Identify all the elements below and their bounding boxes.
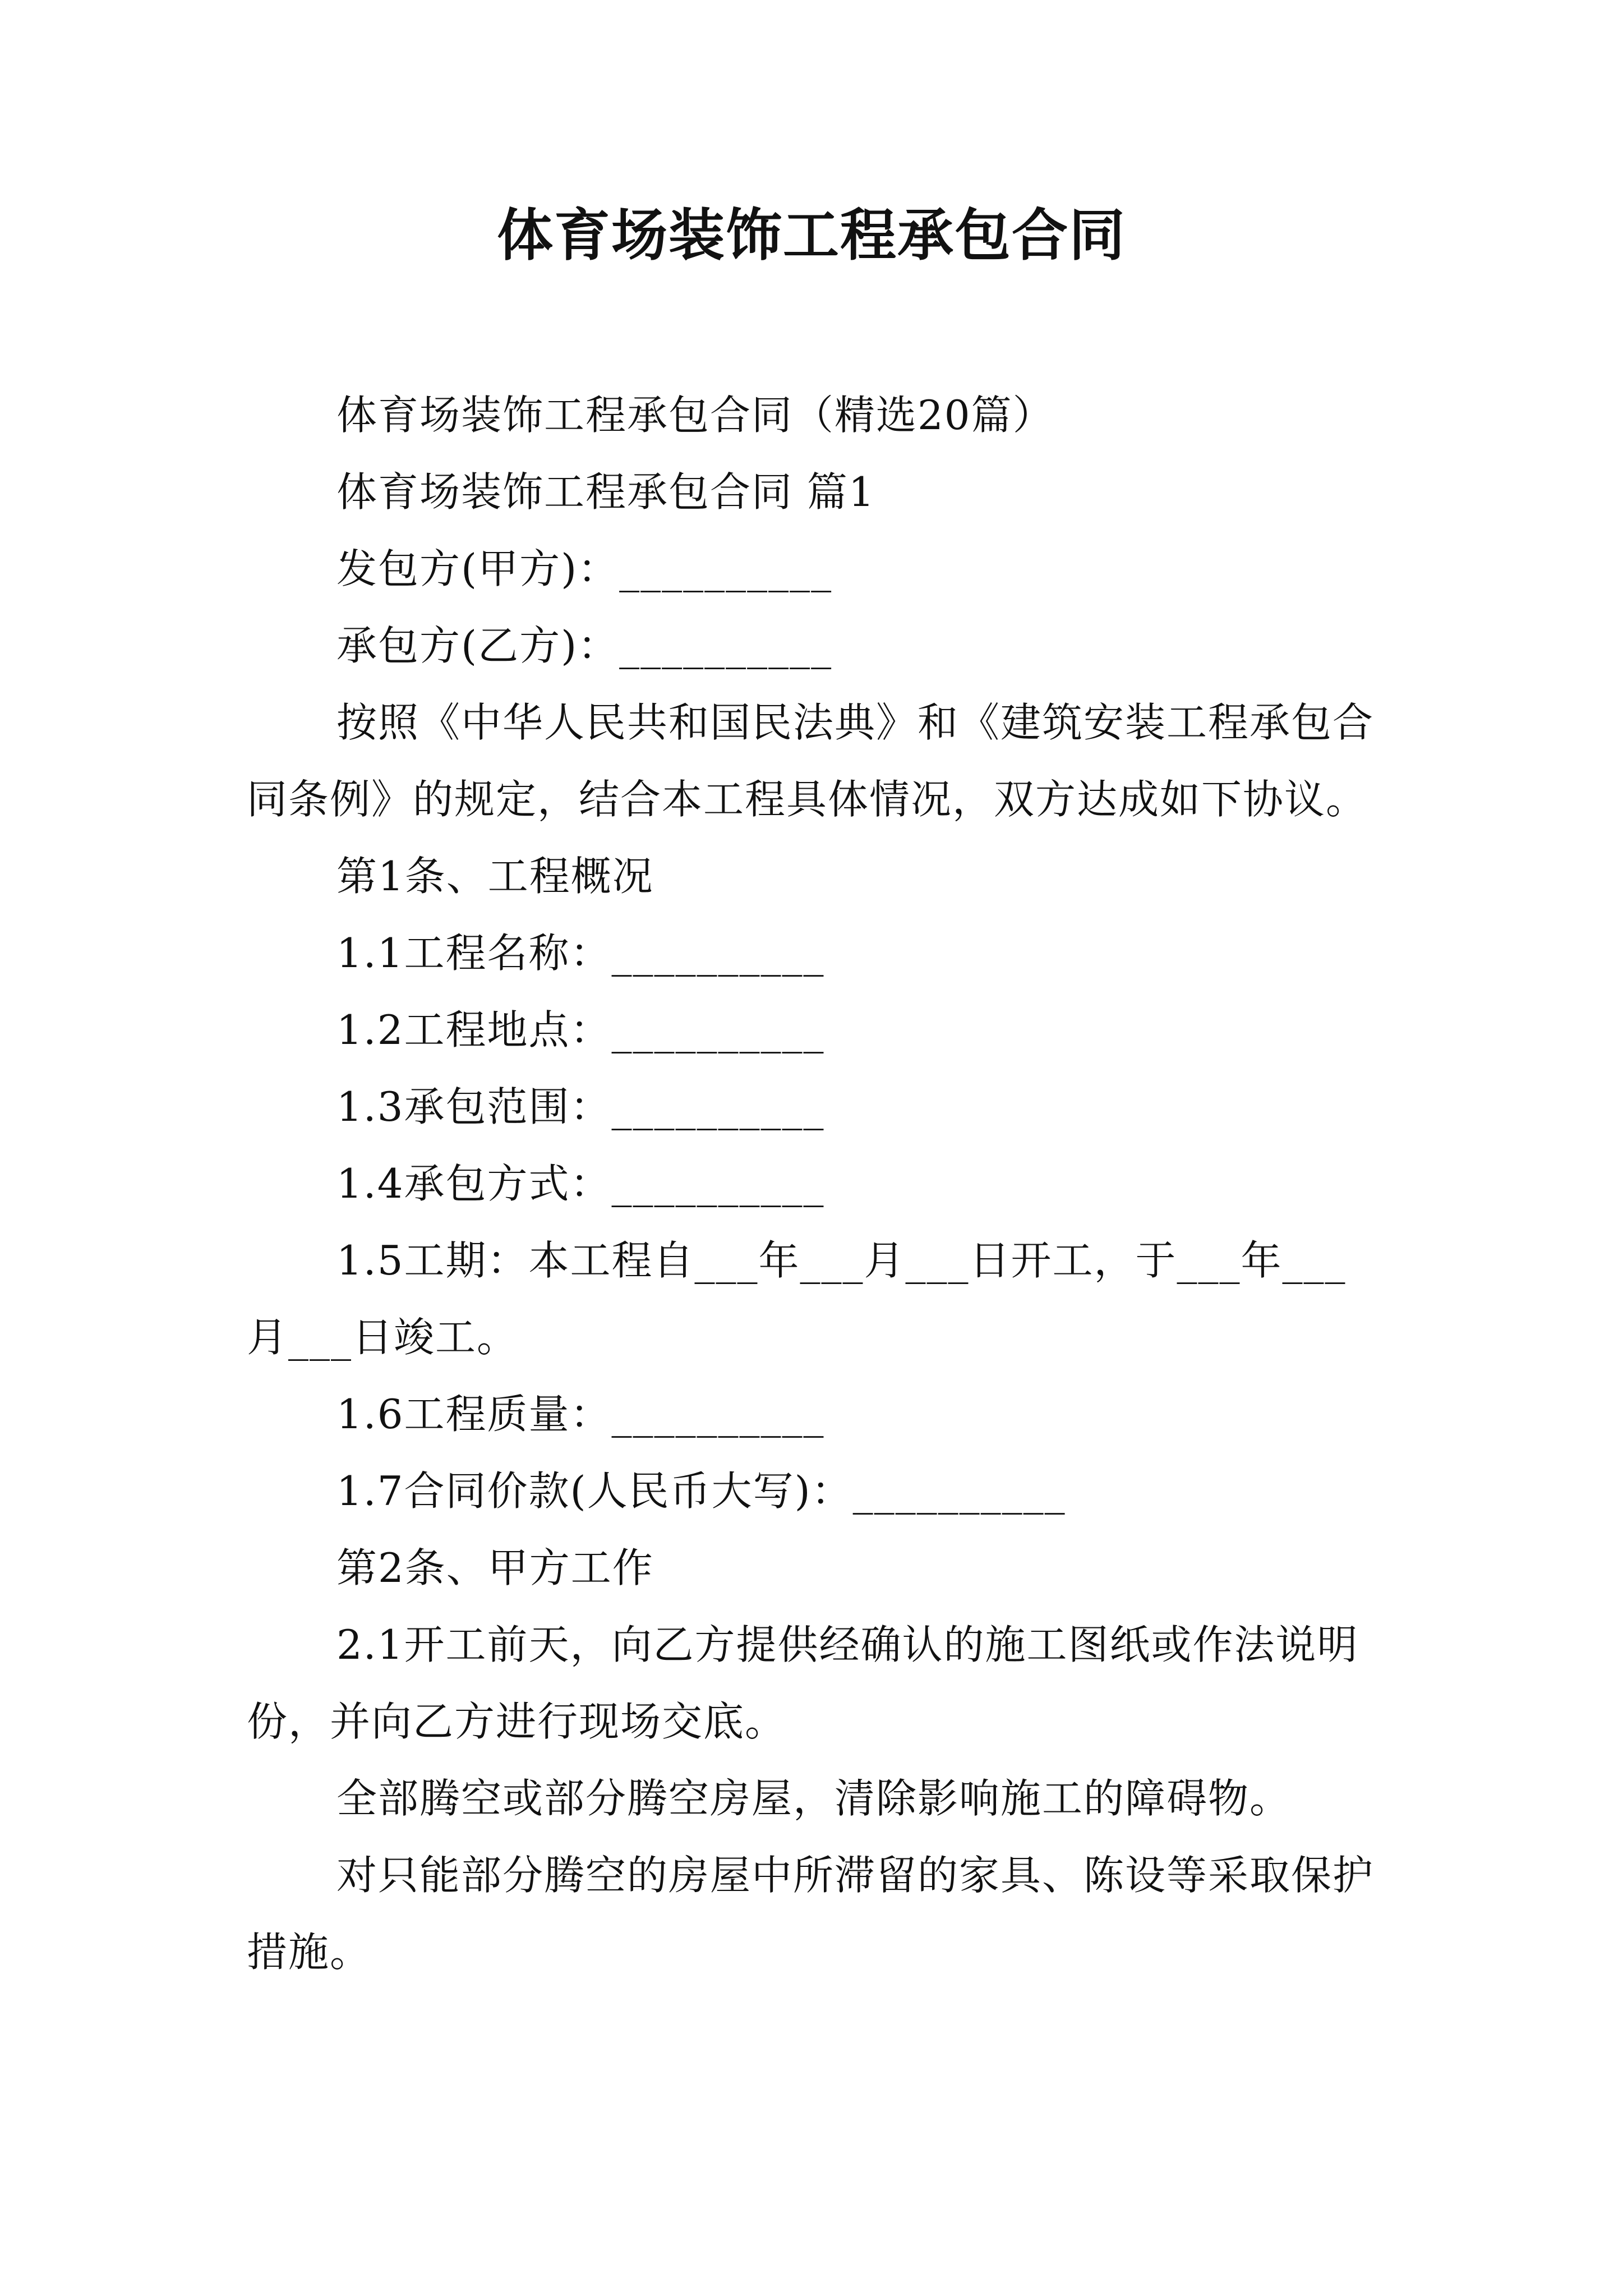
paragraph-1-2: 1.2工程地点：__________ <box>336 1006 825 1053</box>
paragraph-article-2: 第2条、甲方工作 <box>336 1544 654 1591</box>
paragraph-party-b: 承包方(乙方)：__________ <box>336 622 833 669</box>
document-body <box>247 377 1385 1991</box>
paragraph-clear-premises: 全部腾空或部分腾空房屋，清除影响施工的障碍物。 <box>336 1775 1292 1822</box>
document-title: 体育场装饰工程承包合同 <box>497 203 1126 268</box>
paragraph-1-6: 1.6工程质量：__________ <box>336 1391 825 1438</box>
paragraph-article-1: 第1条、工程概况 <box>336 853 654 900</box>
paragraph-protect-furniture: 对只能部分腾空的房屋中所滞留的家具、陈设等采取保护措施。 <box>247 1852 1375 1976</box>
paragraph-1-7: 1.7合同价款(人民币大写)：__________ <box>336 1467 1066 1515</box>
paragraph-1-3: 1.3承包范围：__________ <box>336 1083 825 1130</box>
paragraph-1-4: 1.4承包方式：__________ <box>336 1160 825 1207</box>
paragraph-subtitle: 体育场装饰工程承包合同（精选20篇） <box>336 392 1054 439</box>
paragraph-preamble: 按照《中华人民共和国民法典》和《建筑安装工程承包合同条例》的规定，结合本工程具体情况，双方达成如下协议。 <box>247 699 1375 823</box>
paragraph-1-5: 1.5工期：本工程自___年___月___日开工，于___年___月___日竣工。 <box>247 1237 1347 1361</box>
paragraph-party-a: 发包方(甲方)：__________ <box>336 545 833 592</box>
paragraph-1-1: 1.1工程名称：__________ <box>336 930 825 977</box>
paragraph-2-1: 2.1开工前天，向乙方提供经确认的施工图纸或作法说明份，并向乙方进行现场交底。 <box>247 1621 1359 1745</box>
paragraph-section-heading: 体育场装饰工程承包合同 篇1 <box>336 468 875 516</box>
